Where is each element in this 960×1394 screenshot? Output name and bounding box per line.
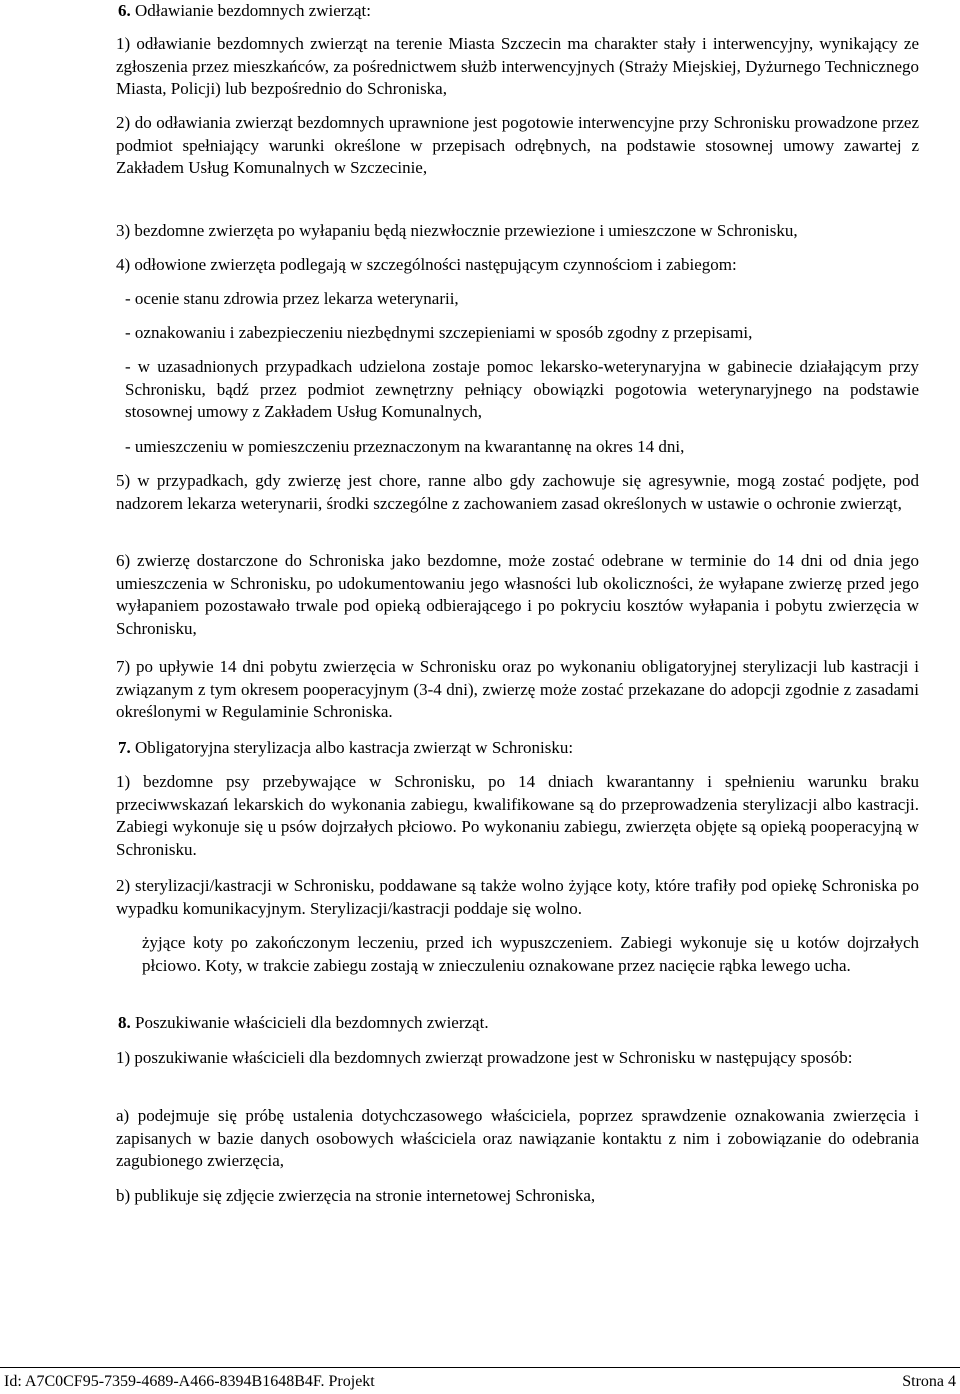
section-8-number: 8. bbox=[118, 1013, 131, 1032]
s8-item-b: b) publikuje się zdjęcie zwierzęcia na stronie internetowej Schroniska, bbox=[116, 1186, 596, 1205]
s6-item-7: 7) po upływie 14 dni pobytu zwierzęcia w Schronisku oraz po wykonaniu obligatoryjnej sterylizacji lub kastracji i związanym z tym okresem pooperacyjnym (3-4 dni), zwierzę może zostać przekazane do adopcji zgodnie z zasadami określonymi w Regulaminie Schroniska. bbox=[116, 657, 919, 721]
section-7-number: 7. bbox=[118, 738, 131, 757]
s6-item-2: 2) do odławiania zwierząt bezdomnych uprawnione jest pogotowie interwencyjne przy Schronisku prowadzone przez podmiot spełniający warunki określone w przepisach odrębnych, na podstawie stosownej umowy zawartej z Zakładem Usług Komunalnych w Szczecinie, bbox=[116, 113, 919, 177]
footer-document-id: Id: A7C0CF95-7359-4689-A466-8394B1648B4F. Projekt bbox=[4, 1373, 375, 1390]
section-6-title: Odławianie bezdomnych zwierząt: bbox=[130, 1, 372, 20]
s6-item-6: 6) zwierzę dostarczone do Schroniska jako bezdomne, może zostać odebrane w terminie do 14 dni od dnia jego umieszczenia w Schronisku, po udokumentowaniu jego własności lub okoliczności, że wyłapane zwierzę przed jego wyłapaniem pozostawało trwale pod opieką odbierającego i po pokryciu kosztów wyłapania i pobytu zwierzęcia w Schronisku, bbox=[116, 551, 919, 638]
s6-item-4-dash-4: - umieszczeniu w pomieszczeniu przeznaczonym na kwarantannę na okres 14 dni, bbox=[125, 437, 685, 456]
s6-item-4-dash-3: - w uzasadnionych przypadkach udzielona zostaje pomoc lekarsko-weterynaryjna w gabinecie działającym przy Schronisku, bądź przez podmiot zewnętrzny pełniący obowiązki pogotowia weterynaryjnego na podstawie stosownej umowy z Zakładem Usług Komunalnych, bbox=[125, 357, 919, 421]
s7-item-2: 2) sterylizacji/kastracji w Schronisku, poddawane są także wolno żyjące koty, które trafiły pod opiekę Schroniska po wypadku komunikacyjnym. Sterylizacji/kastracji poddaje się wolno. bbox=[116, 876, 919, 918]
footer-divider bbox=[0, 1367, 960, 1368]
s6-item-4: 4) odłowione zwierzęta podlegają w szczególności następującym czynnościom i zabiegom: bbox=[116, 255, 737, 274]
s7-item-2-continued: żyjące koty po zakończonym leczeniu, przed ich wypuszczeniem. Zabiegi wykonuje się u kotów dojrzałych płciowo. Koty, w trakcie zabiegu zostają w znieczuleniu oznakowane przez nacięcie rąbka lewego ucha. bbox=[142, 933, 919, 975]
s7-item-1: 1) bezdomne psy przebywające w Schronisku, po 14 dniach kwarantanny i spełnieniu warunku braku przeciwwskazań lekarskich do wykonania zabiegu, kwalifikowane są do przeprowadzenia sterylizacji albo kastracji. Zabiegi wykonuje się u psów dojrzałych płciowo. Po wykonaniu zabiegu, zwierzęta objęte są opieką pooperacyjną w Schronisku. bbox=[116, 772, 919, 859]
s8-item-a: a) podejmuje się próbę ustalenia dotychczasowego właściciela, poprzez sprawdzenie oznakowania zwierzęcia i zapisanych w bazie danych osobowych właściciela oraz nawiązanie kontaktu z nim i zobowiązanie do odebrania zagubionego zwierzęcia, bbox=[116, 1106, 919, 1170]
s6-item-4-dash-1: - ocenie stanu zdrowia przez lekarza weterynarii, bbox=[125, 289, 459, 308]
section-7-heading bbox=[118, 737, 573, 760]
section-8-title: Poszukiwanie właścicieli dla bezdomnych zwierząt. bbox=[130, 1013, 489, 1032]
section-8-heading bbox=[118, 1012, 489, 1035]
s6-item-4-dash-2: - oznakowaniu i zabezpieczeniu niezbędnymi szczepieniami w sposób zgodny z przepisami, bbox=[125, 323, 753, 342]
section-6-heading bbox=[118, 0, 371, 23]
s6-item-5: 5) w przypadkach, gdy zwierzę jest chore, ranne albo gdy zachowuje się agresywnie, mogą zostać podjęte, pod nadzorem lekarza weterynarii, środki szczególne z zachowaniem zasad określonych w ustawie o ochronie zwierząt, bbox=[116, 471, 919, 513]
s8-item-1: 1) poszukiwanie właścicieli dla bezdomnych zwierząt prowadzone jest w Schronisku w następujący sposób: bbox=[116, 1048, 853, 1067]
section-7-title: Obligatoryjna sterylizacja albo kastracja zwierząt w Schronisku: bbox=[130, 738, 574, 757]
footer-page-number: Strona 4 bbox=[902, 1373, 956, 1390]
section-6-number: 6. bbox=[118, 1, 131, 20]
s6-item-1: 1) odławianie bezdomnych zwierząt na terenie Miasta Szczecin ma charakter stały i interwencyjny, wynikający ze zgłoszenia przez mieszkańców, za pośrednictwem służb interwencyjnych (Straży Miejskiej, Dyżurnego Technicznego Miasta, Policji) lub bezpośrednio do Schroniska, bbox=[116, 34, 919, 98]
s6-item-3: 3) bezdomne zwierzęta po wyłapaniu będą niezwłocznie przewiezione i umieszczone w Schronisku, bbox=[116, 221, 798, 240]
